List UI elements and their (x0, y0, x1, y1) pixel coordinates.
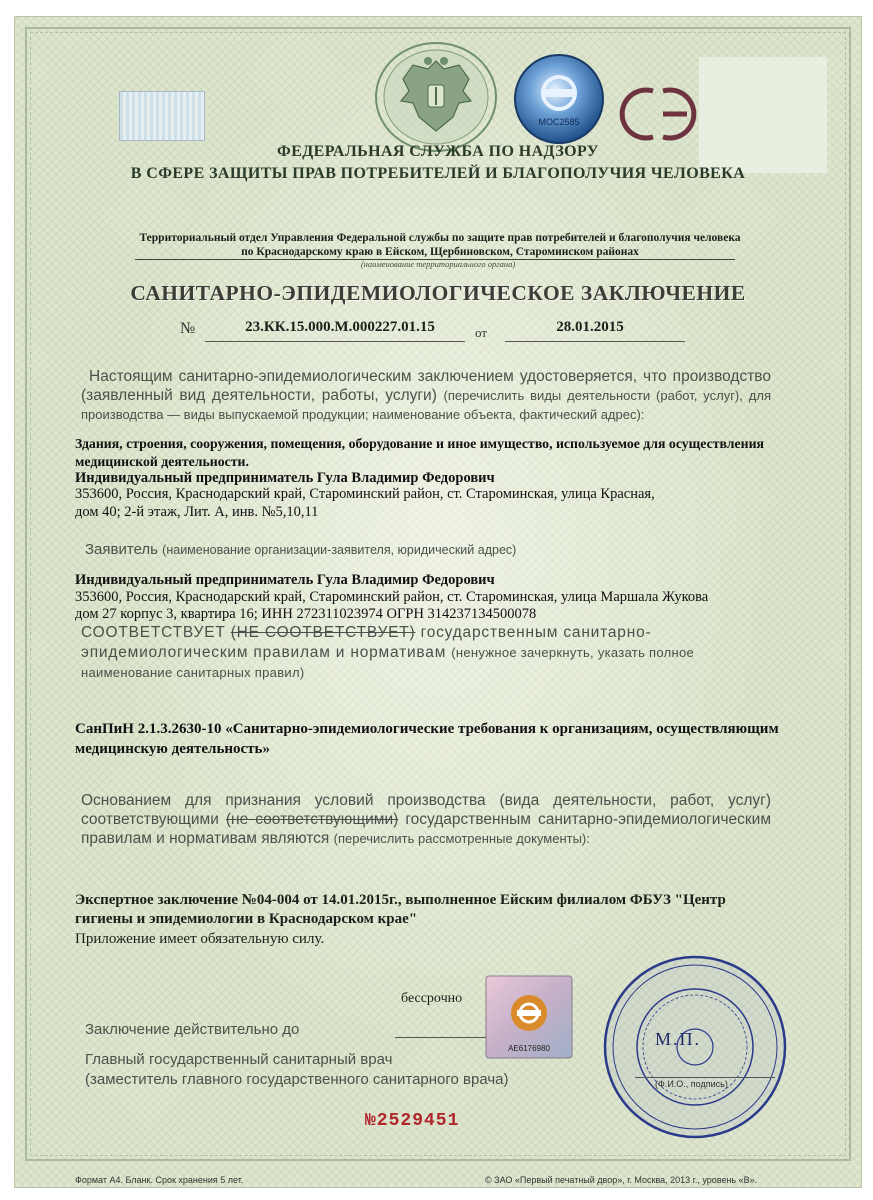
conformity-struck: (НЕ СООТВЕТСТВУЕТ) (230, 624, 416, 641)
doctor-role-line2: (заместитель главного государственного санитарного врача) (85, 1071, 509, 1088)
department-line2: по Краснодарскому краю в Ейском, Щербиновском, Староминском районах (241, 246, 639, 258)
basis-paragraph (81, 791, 771, 848)
state-emblem-icon (373, 39, 499, 153)
certify-text: Настоящим санитарно-эпидемиологическим заключением удостоверяется, что производство (заявленный вид деятельности, работы, услуги) (81, 368, 771, 404)
signature-caption: (Ф.И.О., подпись) (655, 1079, 728, 1089)
applicant-label-text: Заявитель (85, 541, 158, 558)
basis-part2: государственным санитарно-эпидемиологическим правилам и нормативам являются (81, 811, 771, 847)
basis-struck: (не соответствующими) (225, 811, 399, 828)
footer-printer-note: © ЗАО «Первый печатный двор», г. Москва, 2013 г., уровень «В». (485, 1175, 758, 1185)
date-from-label: от (475, 325, 488, 340)
validity-label: Заключение действительно до (85, 1021, 300, 1038)
stamp-place-label: М.П. (655, 1029, 702, 1049)
applicant-address-line2: дом 27 корпус 3, квартира 16; ИНН 272311023974 ОГРН 314237134500078 (75, 606, 537, 622)
agency-title-line1: ФЕДЕРАЛЬНАЯ СЛУЖБА ПО НАДЗОРУ (277, 143, 599, 160)
conformity-statement (81, 623, 771, 683)
applicant-name: Индивидуальный предприниматель Гула Владимир Федорович (75, 572, 495, 588)
svg-text:MOC2585: MOC2585 (538, 117, 580, 127)
department-line1: Территориальный отдел Управления Федеральной службы по защите прав потребителей и благополучия человека (139, 232, 741, 244)
validity-value: бессрочно (401, 991, 463, 1006)
validity-underline (395, 1037, 495, 1038)
agency-title-line2: В СФЕРЕ ЗАЩИТЫ ПРАВ ПОТРЕБИТЕЛЕЙ И БЛАГОПОЛУЧИЯ ЧЕЛОВЕКА (130, 165, 746, 182)
doctor-role-line1: Главный государственный санитарный врач (85, 1051, 393, 1068)
document-number: 23.КК.15.000.М.000227.01.15 (245, 319, 435, 335)
footer-format-note: Формат А4. Бланк. Срок хранения 5 лет. (75, 1175, 244, 1185)
hologram-strip (119, 91, 205, 141)
object-address-line2: дом 40; 2-й этаж, Лит. А, инв. №5,10,11 (75, 504, 319, 520)
document-title: САНИТАРНО-ЭПИДЕМИОЛОГИЧЕСКОЕ ЗАКЛЮЧЕНИЕ (130, 281, 746, 305)
date-underline (505, 341, 685, 342)
object-owner: Индивидуальный предприниматель Гула Владимир Федорович (75, 470, 495, 486)
document-date: 28.01.2015 (556, 319, 624, 335)
sanpin-reference: СанПиН 2.1.3.2630-10 «Санитарно-эпидемиологические требования к организациям, осуществляющим медицинскую деятельность» (75, 721, 779, 757)
se-mark-logo-icon (613, 83, 703, 145)
object-address-line1: 353600, Россия, Краснодарский край, Староминский район, ст. Староминская, улица Красная, (75, 486, 655, 502)
department-caption: (наименование территориального органа) (360, 259, 516, 269)
number-sign: № (180, 320, 196, 337)
conformity-rest: государственным санитарно-эпидемиологическим правилам и нормативам (81, 624, 652, 661)
basis-document-line3: Приложение имеет обязательную силу. (75, 931, 325, 947)
basis-part1: Основанием для признания условий производства (вида деятельности, работ, услуг) соответствующими (81, 792, 771, 828)
hologram-sticker-icon (485, 975, 573, 1059)
object-description: Здания, строения, сооружения, помещения, оборудование и иное имущество, используемое для осуществления медицинской деятельности. (75, 436, 765, 469)
certify-hint: (перечислить виды деятельности (работ, услуг), для производства — виды выпускаемой продукции; наименование объекта, фактический адрес): (81, 388, 771, 422)
signature-line (635, 1077, 775, 1078)
applicant-label (85, 541, 516, 558)
applicant-hint: (наименование организации-заявителя, юридический адрес) (162, 543, 517, 557)
basis-hint: (перечислить рассмотренные документы): (333, 831, 590, 846)
hologram-seal-icon (513, 53, 605, 145)
conformity-word: СООТВЕТСТВУЕТ (81, 624, 226, 641)
conformity-hint: (ненужное зачеркнуть, указать полное наименование санитарных правил) (81, 645, 695, 680)
serial-number: №2529451 (365, 1111, 460, 1131)
number-underline (205, 341, 465, 342)
applicant-address-line1: 353600, Россия, Краснодарский край, Староминский район, ст. Староминская, улица Маршала Жукова (75, 589, 709, 605)
svg-text:АЕ6176980: АЕ6176980 (508, 1044, 550, 1053)
certify-paragraph (81, 367, 771, 424)
basis-document-line1: Экспертное заключение №04-004 от 14.01.2015г., выполненное Ейским филиалом ФБУЗ "Центр гигиены и эпидемиологии в Краснодарском крае" (75, 892, 726, 927)
certificate-sheet (14, 16, 862, 1188)
